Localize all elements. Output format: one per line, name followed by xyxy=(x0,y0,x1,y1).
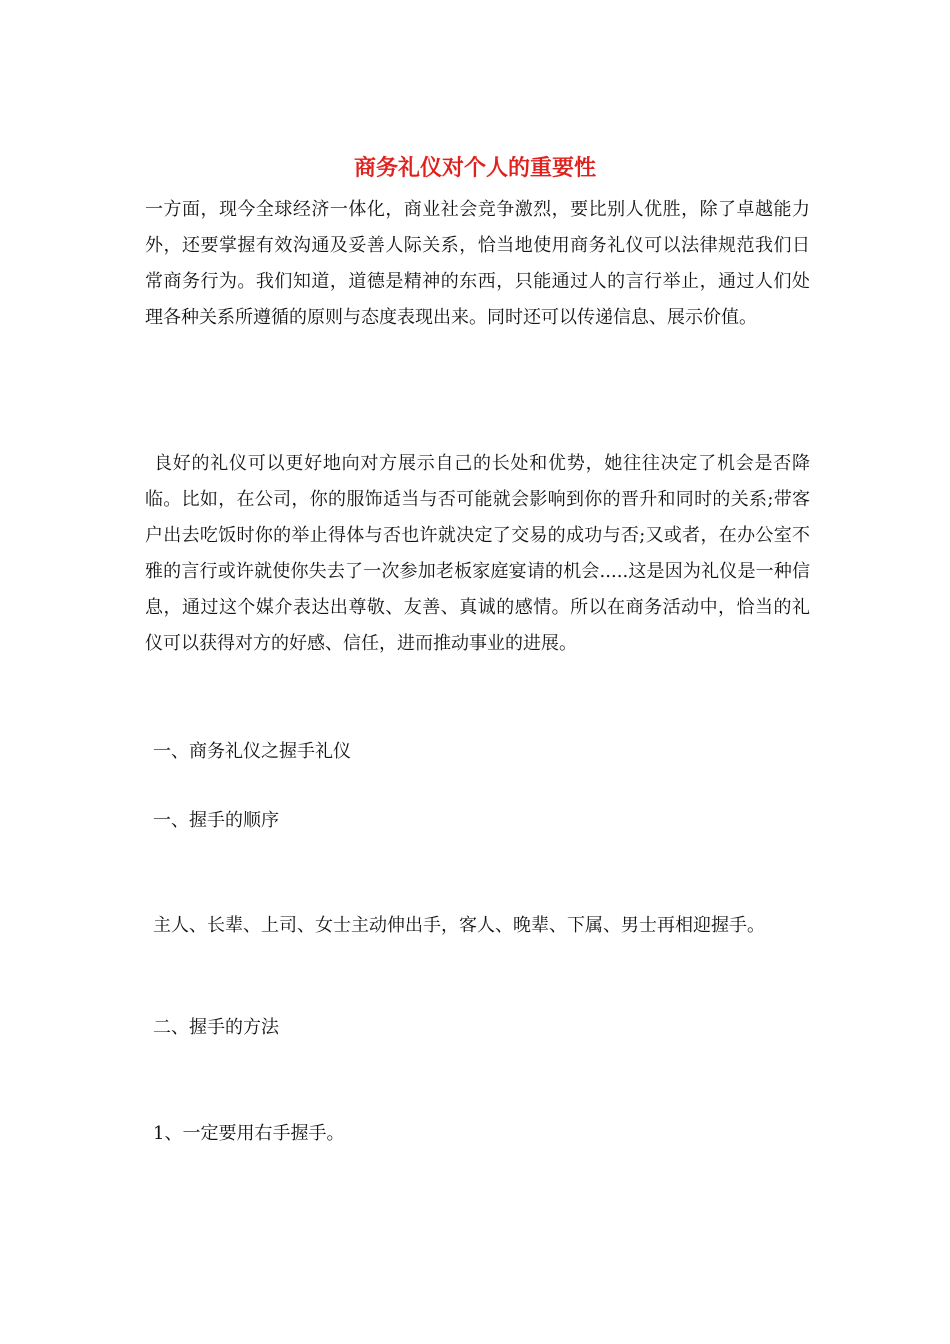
document-title: 商务礼仪对个人的重要性 xyxy=(353,155,596,181)
section-heading-handshake-etiquette: 一、商务礼仪之握手礼仪 xyxy=(153,741,351,762)
paragraph-intro: 一方面，现今全球经济一体化，商业社会竞争激烈，要比别人优胜，除了卓越能力外，还要掌握有效沟通及妥善人际关系，恰当地使用商务礼仪可以法律规范我们日常商务行为。我们知道，道德是精神的东西，只能通过人的言行举止，通过人们处理各种关系所遵循的原则与态度表现出来。同时还可以传递信息、展示价值。 xyxy=(145,199,810,328)
paragraph-handshake-order: 主人、长辈、上司、女士主动伸出手，客人、晚辈、下属、男士再相迎握手。 xyxy=(153,915,765,936)
subheading-handshake-method: 二、握手的方法 xyxy=(153,1017,279,1038)
list-item-right-hand: 1、一定要用右手握手。 xyxy=(153,1123,345,1144)
paragraph-etiquette-value: 良好的礼仪可以更好地向对方展示自己的长处和优势，她往往决定了机会是否降临。比如，在公司，你的服饰适当与否可能就会影响到你的晋升和同时的关系;带客户出去吃饭时你的举止得体与否也许就决定了交易的成功与否;又或者，在办公室不雅的言行或许就使你失去了一次参加老板家庭宴请的机会.....这是因为礼仪是一种信息，通过这个媒介表达出尊敬、友善、真诚的感情。所以在商务活动中，恰当的礼仪可以获得对方的好感、信任，进而推动事业的进展。 xyxy=(145,453,810,654)
subheading-handshake-order: 一、握手的顺序 xyxy=(153,810,279,831)
